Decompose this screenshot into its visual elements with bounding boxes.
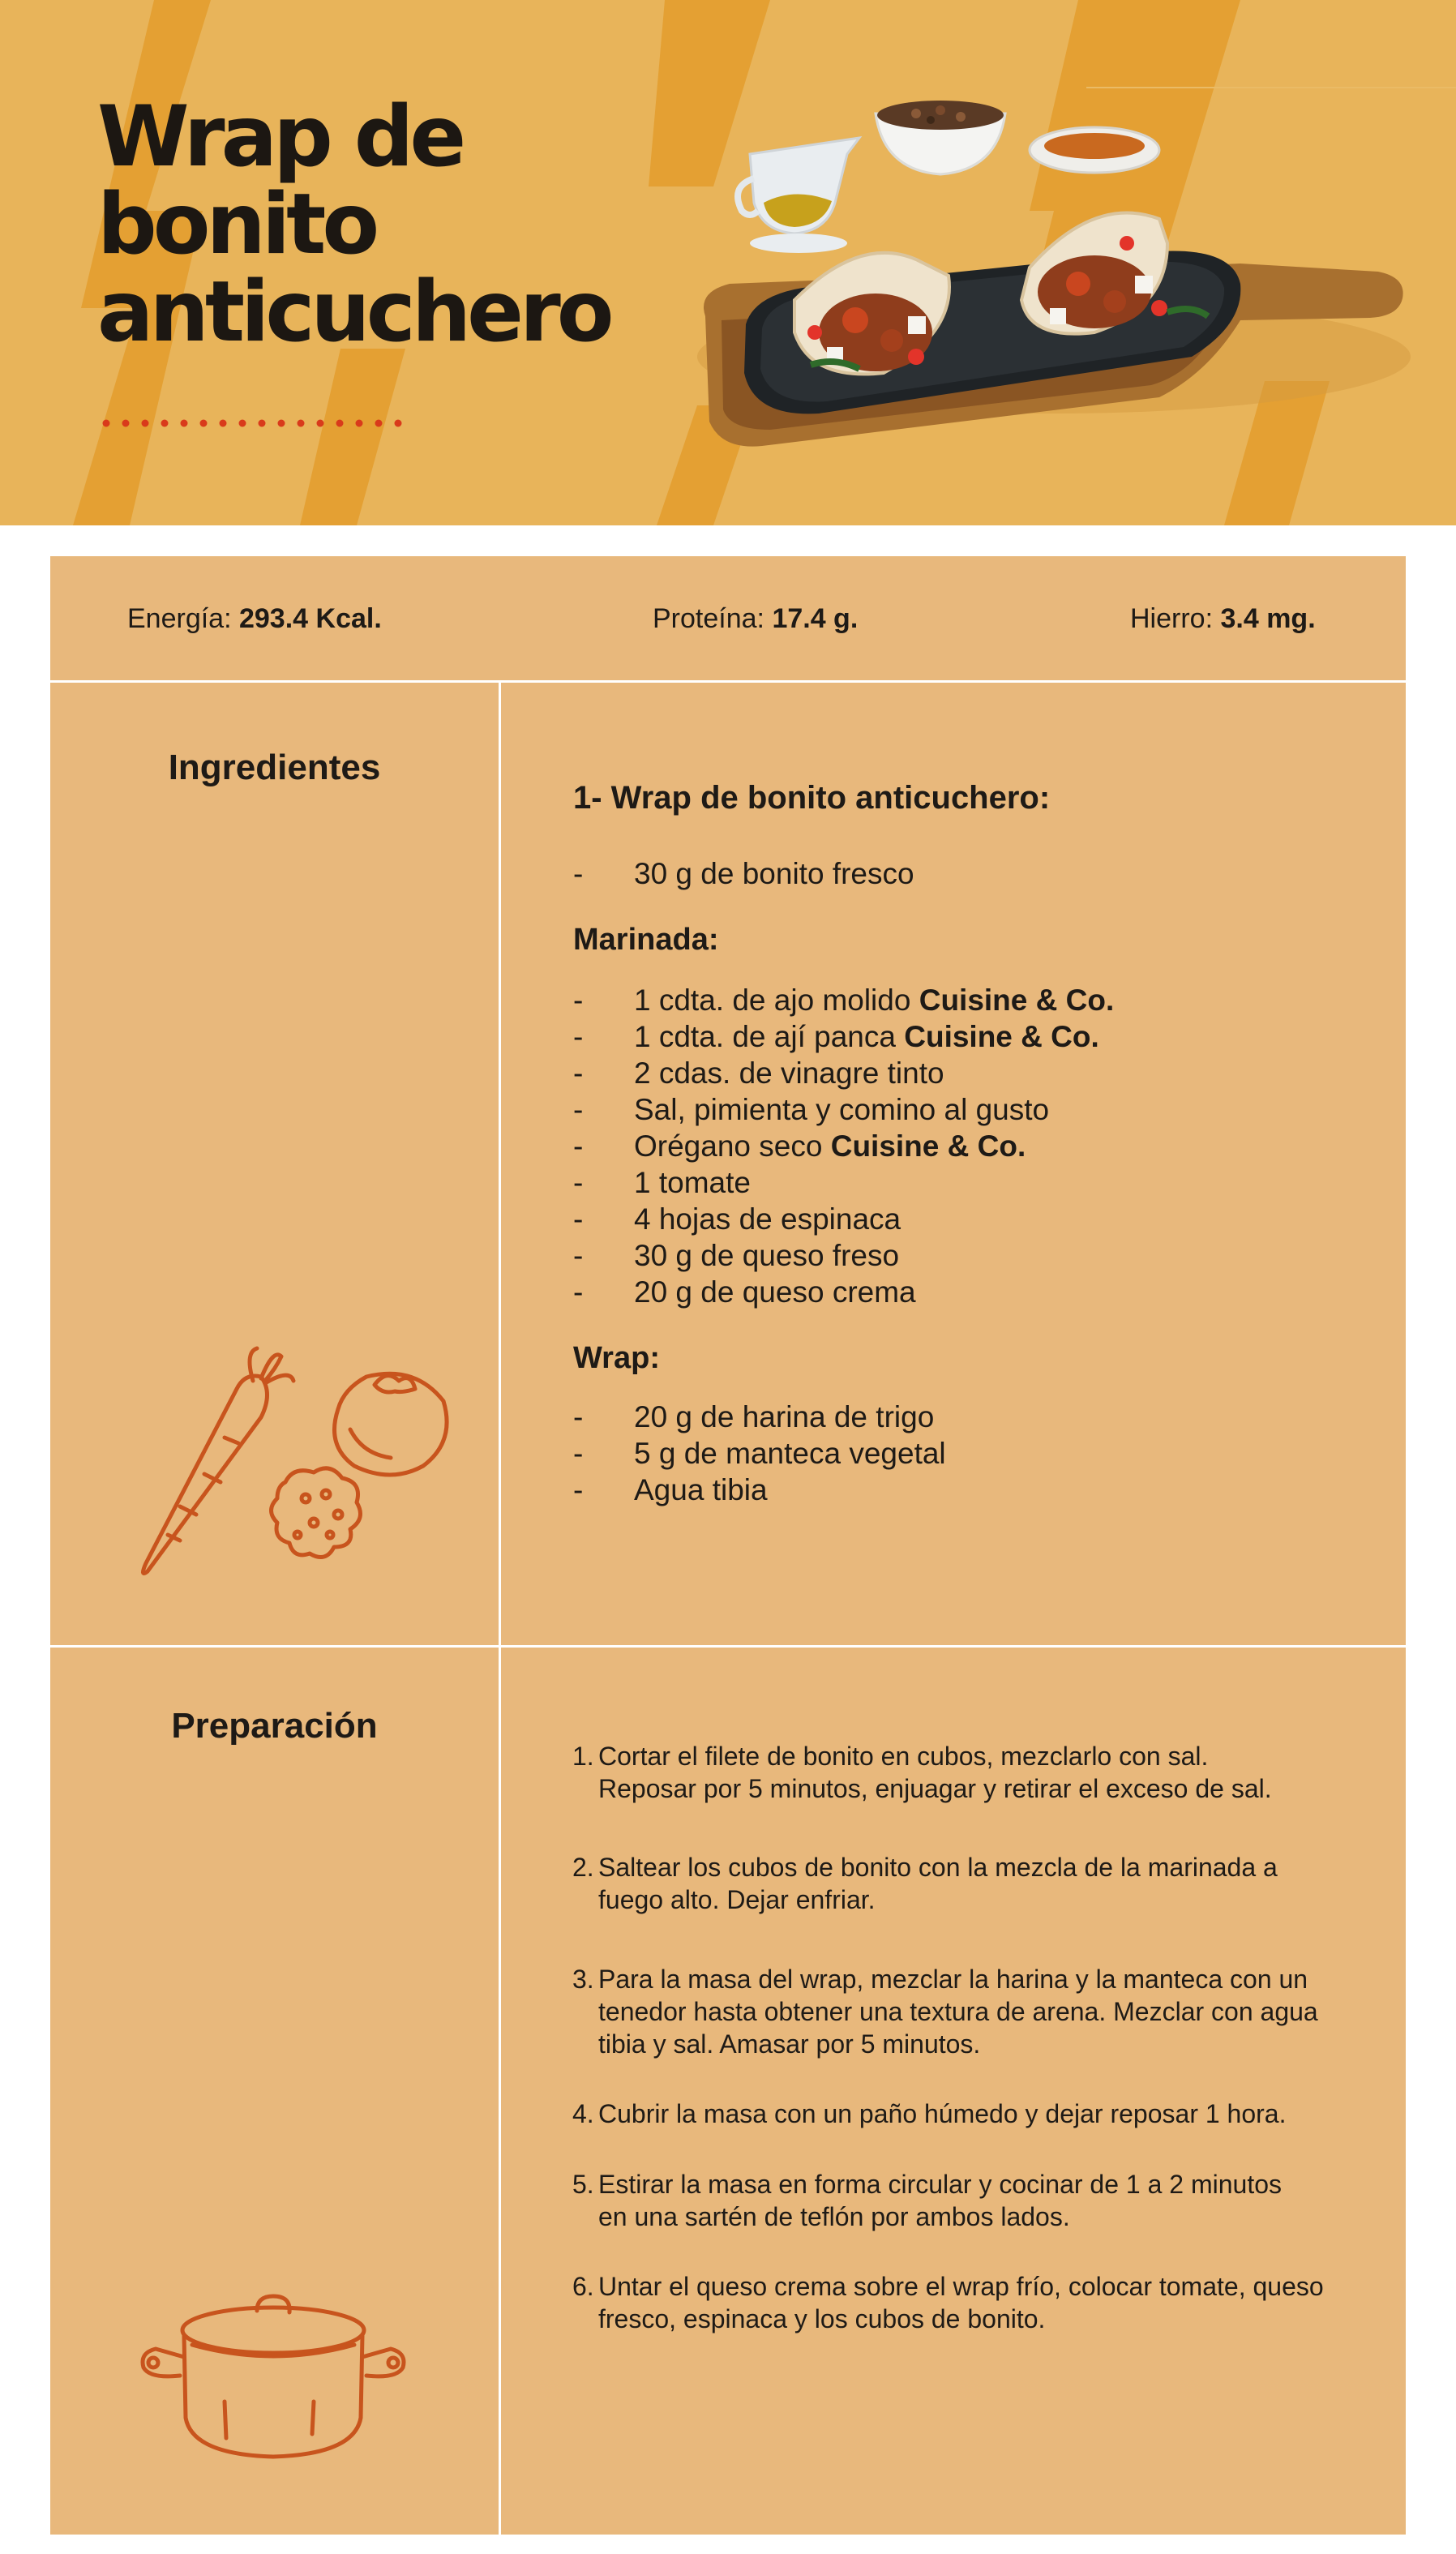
step-number: 5.	[572, 2170, 594, 2199]
preparation-heading: Preparación	[171, 1706, 378, 1746]
nutrition-value: 293.4 Kcal.	[238, 603, 382, 634]
marinade-heading: Marinada:	[573, 923, 719, 957]
nutrition-label: Energía:	[127, 603, 232, 634]
olive-oil-pitcher-icon	[738, 138, 859, 253]
recipe-title	[97, 88, 610, 361]
recipe-subtitle: 1- Wrap de bonito anticuchero:	[573, 780, 1051, 816]
list-item: - Agua tibia	[573, 1472, 1368, 1508]
step-line: Saltear los cubos de bonito con la mezcla de la marinada a	[598, 1853, 1278, 1882]
step-line: fresco, espinaca y los cubos de bonito.	[598, 2304, 1046, 2333]
nutrition-label: Proteína:	[653, 603, 764, 634]
ingredients-list	[573, 780, 1368, 1508]
spice-bowl-icon	[1030, 127, 1159, 173]
list-item: - 1 tomate	[573, 1164, 1368, 1201]
step-item	[572, 2168, 1367, 2233]
main-ingredients	[573, 855, 1368, 892]
step-number: 6.	[572, 2272, 594, 2301]
step-number: 1.	[572, 1742, 594, 1771]
marinade-ingredients	[573, 982, 1368, 1310]
list-item: - 1 cdta. de ají panca Cuisine & Co.	[573, 1018, 1368, 1055]
step-number: 4.	[572, 2099, 594, 2128]
nutrition-energy	[127, 556, 382, 681]
title-line: anticuchero	[97, 264, 610, 361]
step-line: Untar el queso crema sobre el wrap frío, colocar tomate, queso	[598, 2272, 1324, 2301]
broccoli-icon	[272, 1468, 361, 1558]
wrap-heading: Wrap:	[573, 1341, 660, 1375]
list-item: - 4 hojas de espinaca	[573, 1201, 1368, 1237]
step-line: Reposar por 5 minutos, enjuagar y retirar el exceso de sal.	[598, 1774, 1272, 1803]
step-line: fuego alto. Dejar enfriar.	[598, 1885, 876, 1914]
column-divider	[499, 683, 501, 2535]
recipe-card	[50, 556, 1406, 2535]
step-line: Para la masa del wrap, mezclar la harina y la manteca con un	[598, 1965, 1308, 1994]
nutrition-value: 17.4 g.	[772, 603, 859, 634]
ingredients-heading: Ingredientes	[168, 748, 381, 787]
step-line: tenedor hasta obtener una textura de arena. Mezclar con agua	[598, 1997, 1318, 2026]
recipe-header	[0, 0, 1456, 525]
dish-photo	[673, 89, 1419, 470]
step-number: 3.	[572, 1965, 594, 1994]
step-item	[572, 2098, 1367, 2130]
nutrition-label: Hierro:	[1130, 603, 1214, 634]
spice-bowl-icon	[876, 101, 1005, 174]
steps-list	[572, 1740, 1367, 2335]
list-item: - Orégano seco Cuisine & Co.	[573, 1128, 1368, 1164]
preparation-steps	[572, 1740, 1367, 2335]
list-item: - 30 g de bonito fresco	[573, 855, 1368, 892]
list-item: - 20 g de queso crema	[573, 1274, 1368, 1310]
step-item	[572, 1740, 1367, 1805]
nutrition-row	[50, 556, 1406, 681]
step-line: tibia y sal. Amasar por 5 minutos.	[598, 2029, 981, 2059]
table-divider	[50, 680, 1406, 683]
step-line: en una sartén de teflón por ambos lados.	[598, 2202, 1070, 2231]
step-item	[572, 2270, 1367, 2335]
tomato-icon	[335, 1373, 448, 1475]
list-item: - 30 g de queso freso	[573, 1237, 1368, 1274]
nutrition-iron	[1130, 556, 1316, 681]
table-divider	[50, 1645, 1406, 1648]
title-line: Wrap de	[97, 88, 463, 186]
wrap-ingredients	[573, 1399, 1368, 1508]
list-item: - 5 g de manteca vegetal	[573, 1435, 1368, 1472]
nutrition-value: 3.4 mg.	[1220, 603, 1316, 634]
cooking-pot-icon	[135, 2288, 411, 2466]
nutrition-protein	[653, 556, 858, 681]
list-item: - Sal, pimienta y comino al gusto	[573, 1091, 1368, 1128]
step-item	[572, 1963, 1367, 2060]
vegetables-illustration	[131, 1344, 472, 1588]
step-line: Cortar el filete de bonito en cubos, mezclarlo con sal.	[598, 1742, 1209, 1771]
step-item	[572, 1851, 1367, 1916]
step-number: 2.	[572, 1853, 594, 1882]
list-item: - 1 cdta. de ajo molido Cuisine & Co.	[573, 982, 1368, 1018]
step-line: Cubrir la masa con un paño húmedo y dejar reposar 1 hora.	[598, 2099, 1287, 2128]
step-line: Estirar la masa en forma circular y cocinar de 1 a 2 minutos	[598, 2170, 1282, 2199]
title-line: bonito	[97, 176, 376, 273]
list-item: - 2 cdas. de vinagre tinto	[573, 1055, 1368, 1091]
list-item: - 20 g de harina de trigo	[573, 1399, 1368, 1435]
dotted-divider	[102, 417, 418, 430]
carrot-icon	[143, 1348, 293, 1573]
